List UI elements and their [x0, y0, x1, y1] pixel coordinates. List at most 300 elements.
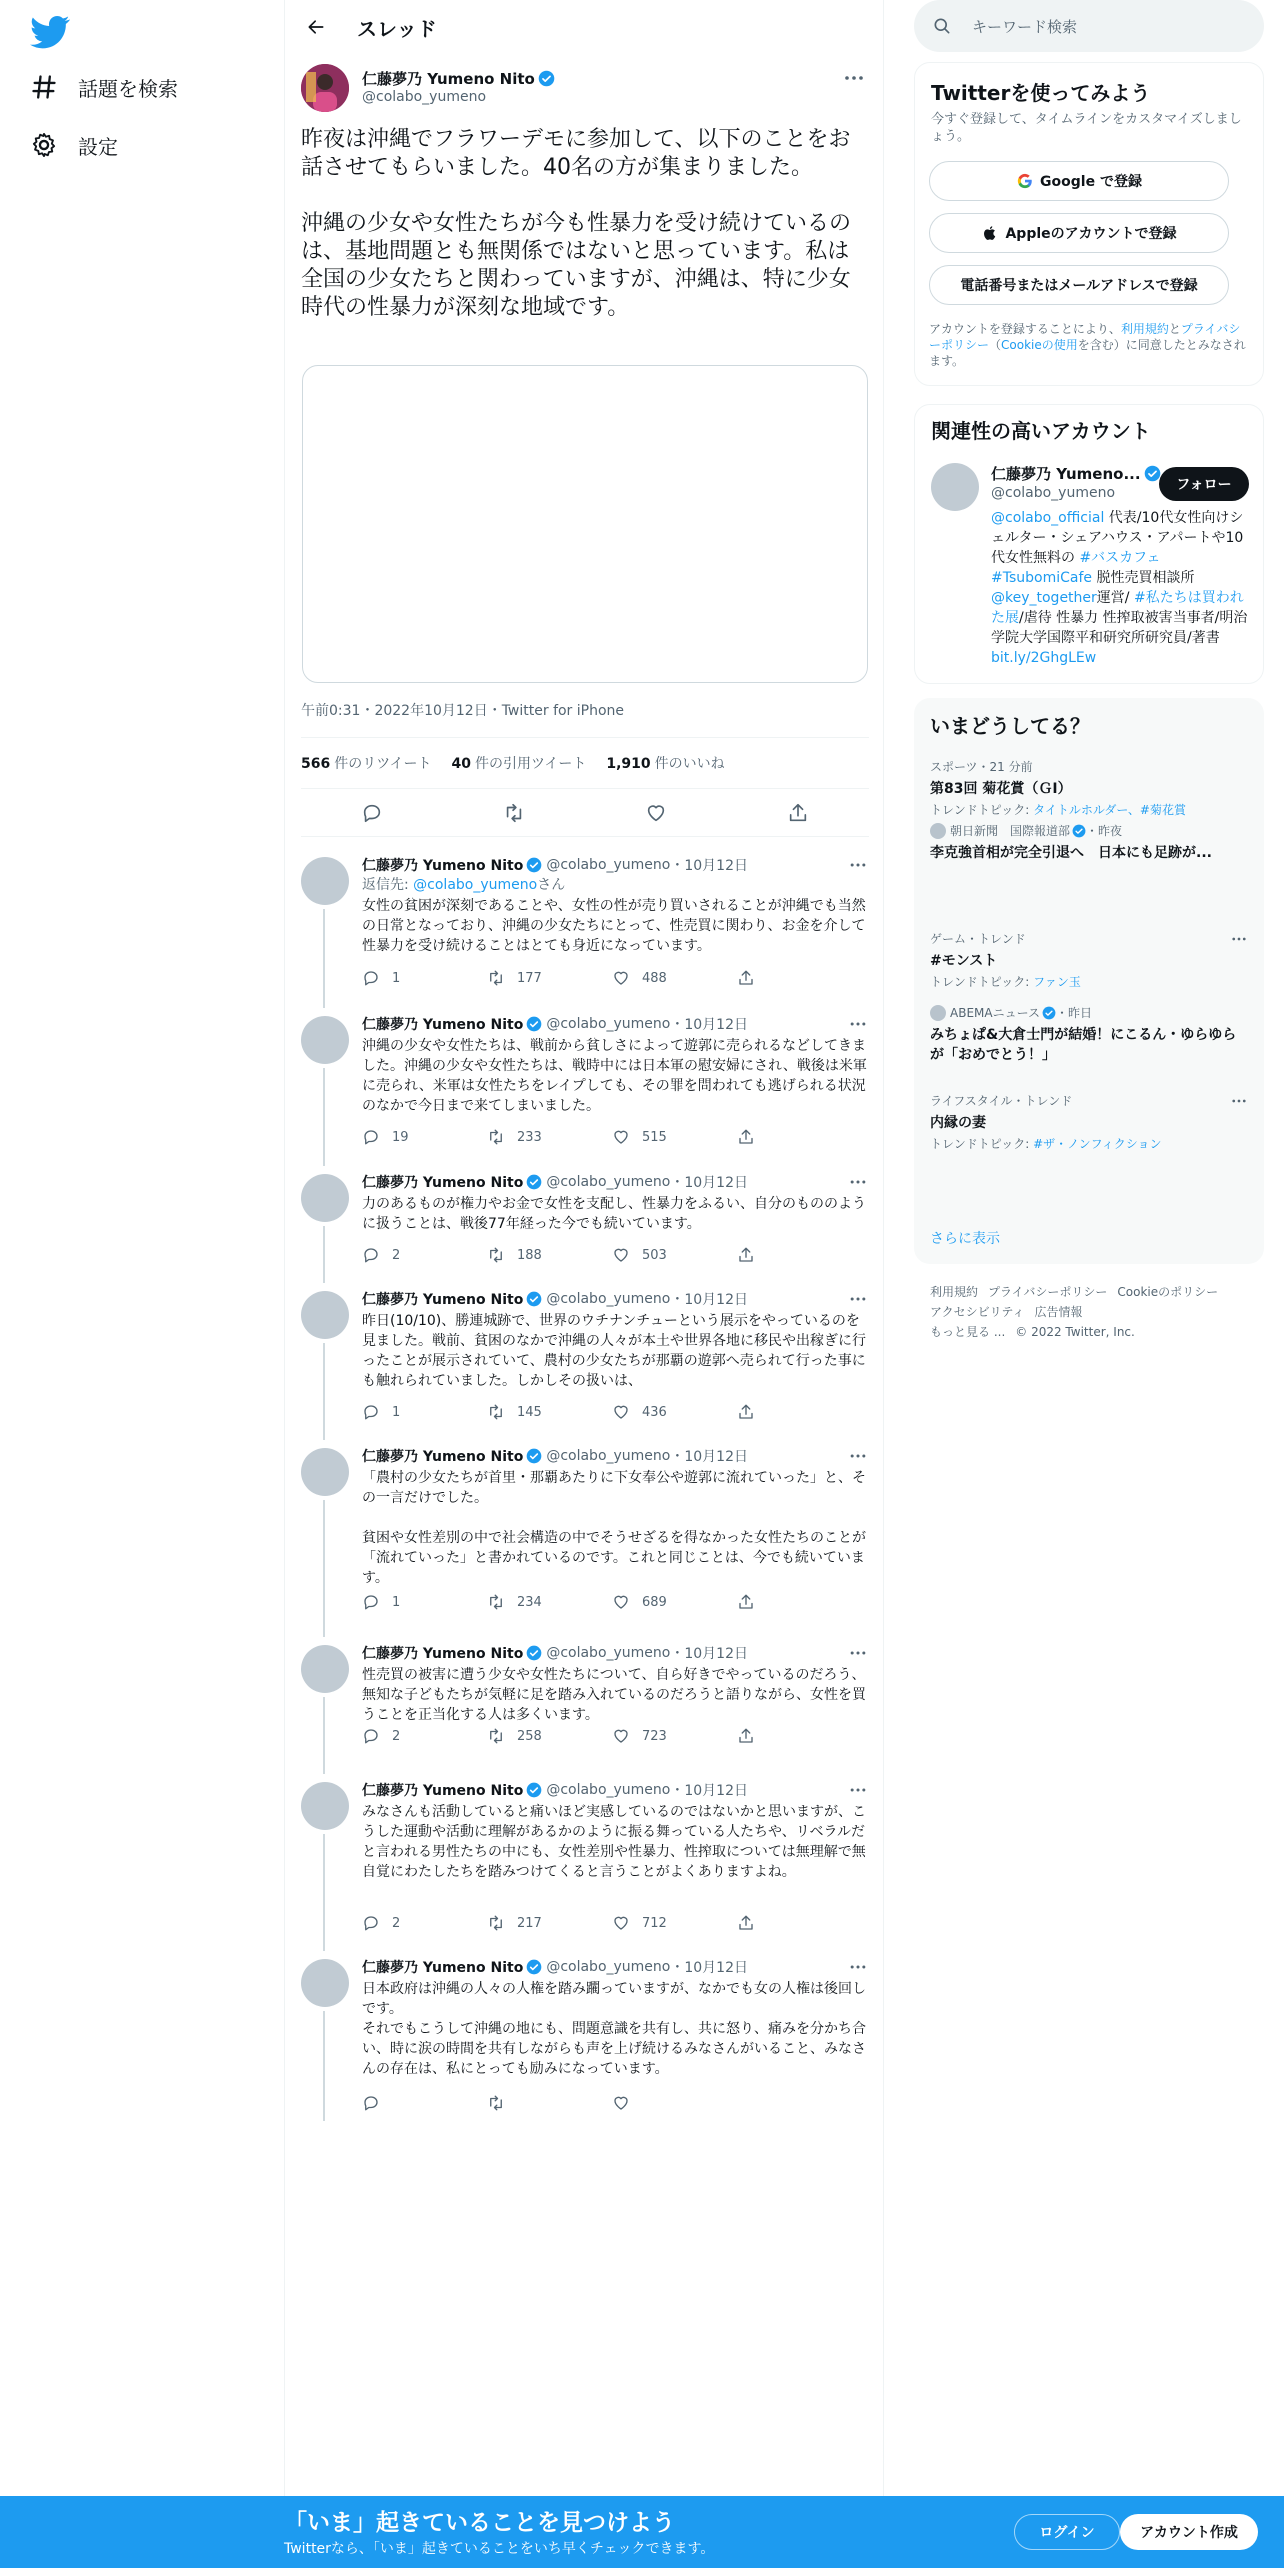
gear-icon — [30, 131, 58, 159]
retweet-count: 188 — [517, 1247, 542, 1263]
reply-count: 19 — [392, 1129, 409, 1145]
like-icon — [612, 1403, 630, 1421]
reply-tweet[interactable] — [285, 1279, 885, 1436]
avatar[interactable] — [301, 1782, 349, 1830]
trend-title: #モンスト — [930, 953, 998, 969]
verified-badge-icon — [526, 1782, 542, 1798]
author-name[interactable]: 仁藤夢乃 Yumeno Nito — [362, 1017, 524, 1033]
reply-button[interactable] — [362, 1593, 487, 1611]
verified-badge-icon — [1072, 824, 1086, 838]
likes-stat[interactable] — [606, 753, 724, 773]
retweet-button[interactable] — [487, 1914, 612, 1932]
reply-date[interactable]: ・10月12日 — [670, 1175, 748, 1191]
quotes-label: 件の引用ツイート — [475, 756, 587, 772]
reply-tweet[interactable] — [285, 1004, 885, 1162]
likes-count: 1,910 — [606, 756, 651, 772]
verified-badge-icon — [526, 1016, 542, 1032]
avatar[interactable] — [301, 1291, 349, 1339]
twitter-logo-icon[interactable] — [30, 12, 70, 52]
reply-text: 「農村の少女たちが首里・那覇あたりに下女奉公や遊郭に流れていった」と、その一言だけでした。 貧困や女性差別の中で社会構造の中でそうせざるを得なかった女性たちのことが「流れていった」と書かれているのです。これと同じことは、今でも続いています。 — [362, 1470, 866, 1586]
more-icon[interactable] — [848, 855, 868, 875]
reply-text: 性売買の被害に遭う少女や女性たちについて、自ら好きでやっているのだろう、無知な子どもたちが気軽に足を踏み入れているのだろうと語りながら、女性を買うことを正当化する人は多くいます。 — [362, 1667, 866, 1723]
tweet-stats — [301, 737, 869, 789]
reply-button[interactable] — [362, 2094, 487, 2112]
like-count: 712 — [642, 1915, 667, 1931]
like-icon — [612, 1593, 630, 1611]
share-icon[interactable] — [787, 802, 809, 824]
reply-date[interactable]: ・10月12日 — [670, 1646, 748, 1662]
like-button[interactable] — [612, 1128, 737, 1146]
thread-column — [284, 0, 884, 2568]
like-count: 689 — [642, 1594, 667, 1610]
verified-badge-icon — [526, 857, 542, 873]
trend-context — [930, 758, 1248, 775]
retweet-button[interactable] — [487, 1128, 612, 1146]
reply-count: 1 — [392, 1404, 401, 1420]
like-count: 515 — [642, 1129, 667, 1145]
trend-topic-link[interactable]: #ザ・ノンフィクション — [1033, 1137, 1162, 1151]
related-name-text: 仁藤夢乃 Yumeno... — [991, 465, 1141, 483]
share-button[interactable] — [737, 1403, 862, 1421]
like-icon — [612, 1246, 630, 1264]
like-button[interactable] — [612, 2094, 737, 2112]
trends-title: いまどうしてる？ — [930, 714, 1090, 738]
reply-text: みなさんも活動していると痛いほど実感しているのではないかと思いますが、こうした運動や活動に理解があるかのように振る舞っている人たちや、リベラルだと言われる男性たちの中にも、女性差別や性暴力、性搾取については無理解で無自覚にわたしたちを踏みつけてくると言うことがよくありますよね。 — [362, 1804, 866, 1880]
like-button[interactable] — [612, 969, 737, 987]
reply-count: 2 — [392, 1728, 401, 1744]
reply-tweet[interactable] — [285, 1436, 885, 1633]
more-icon[interactable] — [848, 1014, 868, 1034]
retweet-button[interactable] — [487, 1593, 612, 1611]
signup-subtitle: 今すぐ登録して、タイムラインをカスタマイズしましょう。 — [931, 112, 1242, 144]
search-icon — [932, 16, 952, 36]
retweets-count: 566 — [301, 756, 331, 772]
more-icon[interactable] — [842, 66, 866, 90]
thread-line — [323, 1834, 325, 1951]
tweet-actions — [301, 789, 869, 837]
reply-header — [362, 1780, 748, 1800]
more-icon[interactable] — [848, 1446, 868, 1466]
trend-title: 第83回 菊花賞（ＧⅠ） — [930, 781, 1072, 797]
bio-link[interactable]: @colabo_official — [991, 510, 1105, 526]
retweet-count: 145 — [517, 1404, 542, 1420]
retweet-button[interactable] — [487, 2094, 612, 2112]
like-button[interactable] — [612, 1403, 737, 1421]
trend-context — [930, 1004, 1248, 1021]
reply-date[interactable]: ・10月12日 — [670, 1292, 748, 1308]
trends-card — [914, 698, 1264, 1264]
reply-to — [362, 875, 867, 895]
reply-date[interactable]: ・10月12日 — [670, 1783, 748, 1799]
footer-link[interactable]: プライバシーポリシー — [988, 1285, 1108, 1299]
reply-actions — [362, 1592, 862, 1612]
like-button[interactable] — [612, 1914, 737, 1932]
legal-text: アカウントを登録することにより、 — [929, 322, 1121, 336]
verified-badge-icon — [1144, 465, 1161, 482]
reply-text: 力のあるものが権力やお金で女性を支配し、性暴力をふるい、自分のもののように扱うことは、戦後77年経った今でも続いています。 — [362, 1196, 866, 1232]
verified-badge-icon — [526, 1645, 542, 1661]
bio-link[interactable]: #TsubomiCafe — [991, 570, 1093, 586]
like-count: 488 — [642, 970, 667, 986]
share-icon — [737, 1914, 755, 1932]
related-title: 関連性の高いアカウント — [931, 419, 1151, 443]
reply-tweet[interactable] — [285, 1633, 885, 1770]
author-handle[interactable]: @colabo_yumeno — [362, 89, 487, 105]
author-name[interactable]: 仁藤夢乃 Yumeno Nito — [362, 1175, 524, 1191]
reply-header — [362, 1014, 748, 1034]
share-button[interactable] — [737, 1727, 862, 1745]
reply-header — [362, 1446, 748, 1466]
trend-topics-prefix: トレンドトピック: — [930, 1137, 1034, 1151]
bio-text: 運営/ — [1096, 590, 1134, 606]
reply-to-suffix: さん — [537, 877, 566, 893]
retweets-stat[interactable] — [301, 753, 432, 773]
back-button[interactable] — [299, 10, 333, 44]
trend-context-text: スポーツ・21 分前 — [930, 760, 1033, 774]
retweet-icon[interactable] — [503, 802, 525, 824]
like-icon — [612, 2094, 630, 2112]
share-icon — [737, 1403, 755, 1421]
likes-label: 件のいいね — [654, 756, 725, 772]
reply-text: 沖縄の少女や女性たちは、戦前から貧しさによって遊郭に売られるなどしてきました。沖縄の少女や女性たちは、戦時中には日本軍の慰安婦にされ、戦後は米軍に売られ、米軍は女性たちをレイプしても、その罪を問われても逃げられる状況のなかで今日まで来てしまいました。 — [362, 1038, 867, 1114]
avatar[interactable] — [301, 64, 349, 112]
share-icon — [737, 1727, 755, 1745]
nav-explore-label: 話題を検索 — [78, 76, 178, 101]
trend-topics — [930, 1136, 1248, 1152]
like-button[interactable] — [612, 1593, 737, 1611]
reply-tweet[interactable] — [285, 1947, 885, 2117]
reply-icon — [362, 1914, 380, 1932]
author-name[interactable] — [362, 68, 555, 89]
avatar[interactable] — [301, 1448, 349, 1496]
apple-icon — [981, 224, 999, 242]
verified-badge-icon — [526, 1448, 542, 1464]
phone-signup-label: 電話番号またはメールアドレスで登録 — [960, 278, 1198, 294]
retweet-icon — [487, 1403, 505, 1421]
privacy-link[interactable]: プライバシーポリシー — [929, 322, 1241, 352]
retweet-icon — [487, 2094, 505, 2112]
thread-line — [323, 2011, 325, 2121]
thread-line — [323, 1697, 325, 1774]
share-button[interactable] — [737, 969, 862, 987]
google-icon — [1016, 172, 1034, 190]
author-handle[interactable]: @colabo_yumeno — [546, 1782, 671, 1798]
like-count: 503 — [642, 1247, 667, 1263]
author-handle[interactable]: @colabo_yumeno — [546, 1016, 671, 1032]
related-handle[interactable]: @colabo_yumeno — [991, 485, 1116, 501]
left-nav — [0, 0, 284, 2568]
reply-header — [362, 1957, 748, 1977]
reply-text: 昨日(10/10)、勝連城跡で、世界のウチナンチューという展示をやっているのを見ました。戦前、貧困のなかで沖縄の人々が本土や世界各地に移民や出稼ぎに行ったことが展示されていて、農村の少女たちが那覇の遊郭へ売られて行った事にも触れられていました。しかしその扱いは、 — [362, 1313, 866, 1389]
trend-item[interactable] — [930, 930, 1248, 990]
more-icon[interactable] — [848, 1172, 868, 1192]
reply-date[interactable]: ・10月12日 — [670, 1017, 748, 1033]
like-icon[interactable] — [645, 802, 667, 824]
retweet-icon — [487, 1128, 505, 1146]
thread-line — [323, 1500, 325, 1637]
reply-actions — [362, 1726, 862, 1746]
author-name[interactable]: 仁藤夢乃 Yumeno Nito — [362, 1960, 524, 1976]
reply-icon — [362, 2094, 380, 2112]
quotes-stat[interactable] — [452, 753, 587, 773]
banner-subtitle: Twitterなら、「いま」起きていることをいち早くチェックできます。 — [284, 2541, 715, 2557]
trend-title: 李克強首相が完全引退へ 日本にも足跡が... — [930, 845, 1212, 861]
trend-topic-link[interactable]: タイトルホルダー、#菊花賞 — [1033, 803, 1186, 817]
retweet-icon — [487, 1246, 505, 1264]
reply-header — [362, 1643, 748, 1663]
trend-topics — [930, 802, 1248, 818]
retweet-button[interactable] — [487, 1403, 612, 1421]
signup-banner — [0, 2496, 1284, 2568]
like-button[interactable] — [612, 1727, 737, 1745]
login-button[interactable]: ログイン — [1014, 2514, 1120, 2550]
author-name[interactable]: 仁藤夢乃 Yumeno Nito — [362, 1783, 524, 1799]
avatar[interactable] — [301, 857, 349, 905]
reply-count: 2 — [392, 1915, 401, 1931]
trend-context-text: ゲーム・トレンド — [930, 932, 1026, 946]
share-icon — [737, 1593, 755, 1611]
reply-button[interactable] — [362, 969, 487, 987]
terms-link[interactable]: 利用規約 — [1120, 322, 1169, 336]
retweet-icon — [487, 969, 505, 987]
reply-button[interactable] — [362, 1403, 487, 1421]
related-accounts-card — [914, 404, 1264, 684]
nav-explore[interactable] — [30, 62, 178, 112]
nav-settings[interactable] — [30, 120, 118, 170]
trend-time: ・昨夜 — [1086, 824, 1123, 838]
trend-item[interactable] — [930, 822, 1248, 863]
apple-signup-label: Appleのアカウントで登録 — [1005, 226, 1177, 242]
hashtag-icon — [30, 73, 58, 101]
avatar[interactable] — [301, 1016, 349, 1064]
author-handle[interactable]: @colabo_yumeno — [546, 1291, 671, 1307]
signup-title: Twitterを使ってみよう — [931, 81, 1151, 105]
reply-text: 女性の貧困が深刻であることや、女性の性が売り買いされることが沖縄でも当然の日常となっており、沖縄の少女たちにとって、性売買に関わり、お金を介して性暴力を受け続けることはとても身近になっています。 — [362, 898, 866, 954]
related-name[interactable] — [991, 463, 1161, 484]
trend-item[interactable] — [930, 758, 1248, 818]
reply-text: 日本政府は沖縄の人々の人権を踏み躙っていますが、なかでも女の人権は後回しです。 それでもこうして沖縄の地にも、問題意識を共有し、共に怒り、痛みを分かち合い、時に涙の時間を共有しながらも声を上げ続けるみなさんがいること、みなさんの存在は、私にとっても励みになっています。 — [362, 1981, 866, 2077]
avatar[interactable] — [301, 1959, 349, 2007]
quotes-count: 40 — [451, 756, 472, 772]
trend-context-text: 朝日新聞 国際報道部 — [950, 824, 1071, 838]
reply-header — [362, 1172, 748, 1192]
verified-badge-icon — [538, 70, 555, 87]
bio-link[interactable]: bit.ly/2GhgLEw — [991, 650, 1097, 666]
google-signup-button[interactable] — [929, 161, 1229, 201]
footer-links — [930, 1282, 1260, 1342]
more-icon[interactable] — [1230, 1092, 1248, 1110]
signup-legal — [929, 321, 1249, 369]
reply-icon — [362, 1403, 380, 1421]
banner-title: 「いま」起きていることを見つけよう — [284, 2510, 675, 2536]
retweet-count: 258 — [517, 1728, 542, 1744]
retweets-label: 件のリツイート — [334, 756, 432, 772]
retweet-count: 234 — [517, 1594, 542, 1610]
more-icon[interactable] — [1230, 930, 1248, 948]
reply-tweet[interactable] — [285, 1162, 885, 1279]
legal-text: を含む）に同意したとみなされます。 — [929, 338, 1246, 368]
trend-context — [930, 1092, 1248, 1109]
trend-topics-prefix: トレンドトピック: — [930, 803, 1034, 817]
share-button[interactable] — [737, 1593, 862, 1611]
author-handle[interactable]: @colabo_yumeno — [546, 1448, 671, 1464]
reply-header — [362, 855, 748, 875]
thread-line — [323, 909, 325, 1008]
retweet-button[interactable] — [487, 969, 612, 987]
footer-link[interactable]: アクセシビリティ — [930, 1305, 1025, 1319]
retweet-icon — [487, 1727, 505, 1745]
reply-count: 1 — [392, 970, 401, 986]
trend-title: みちょぱ&大倉士門が結婚！にこるん・ゆらゆらが「おめでとう！」 — [930, 1027, 1237, 1063]
author-name[interactable]: 仁藤夢乃 Yumeno Nito — [362, 1449, 524, 1465]
avatar — [930, 823, 946, 839]
verified-badge-icon — [1042, 1006, 1056, 1020]
reply-actions — [362, 1402, 862, 1422]
nav-settings-label: 設定 — [78, 134, 118, 159]
retweet-icon — [487, 1914, 505, 1932]
author-name[interactable]: 仁藤夢乃 Yumeno Nito — [362, 1292, 524, 1308]
reply-to-handle[interactable]: @colabo_yumeno — [413, 877, 538, 893]
bio-text: 代表/10代女性向けシェルター・シェアハウス・アパートや10代女性無料の — [991, 510, 1244, 566]
tweet-text: 昨夜は沖縄でフラワーデモに参加して、以下のことをお話させてもらいました。40名の方が集まりました。 沖縄の少女や女性たちが今も性暴力を受け続けているのは、基地問題とも無関係ではないと思っています。私は全国の少女たちと関わっていますが、沖縄は、特に少女時代の性暴力が深刻な地域です。 — [301, 127, 852, 320]
follow-button[interactable]: フォロー — [1159, 467, 1249, 501]
trend-context-text: ライフスタイル・トレンド — [930, 1094, 1073, 1108]
back-arrow-icon — [306, 17, 326, 37]
author-name[interactable]: 仁藤夢乃 Yumeno Nito — [362, 858, 524, 874]
bio-link[interactable]: #バスカフェ — [1079, 550, 1161, 566]
avatar[interactable] — [301, 1645, 349, 1693]
reply-actions — [362, 1913, 862, 1933]
reply-actions — [362, 1127, 862, 1147]
share-button[interactable] — [737, 1246, 862, 1264]
reply-icon — [362, 1593, 380, 1611]
bio-link[interactable]: @key_together — [991, 590, 1097, 606]
more-icon[interactable] — [848, 1643, 868, 1663]
author-handle[interactable]: @colabo_yumeno — [546, 1645, 671, 1661]
phone-signup-button[interactable] — [929, 265, 1229, 305]
retweet-button[interactable] — [487, 1246, 612, 1264]
footer-link[interactable]: 利用規約 — [930, 1285, 979, 1299]
share-icon — [737, 969, 755, 987]
avatar — [930, 1005, 946, 1021]
reply-count: 2 — [392, 1247, 401, 1263]
thread-line — [323, 1068, 325, 1166]
like-button[interactable] — [612, 1246, 737, 1264]
share-button[interactable] — [737, 1128, 862, 1146]
bio-text: 脱性売買相談所 — [1092, 570, 1195, 586]
reply-icon — [362, 969, 380, 987]
reply-icon[interactable] — [361, 802, 383, 824]
share-icon — [737, 1246, 755, 1264]
cookie-link[interactable]: Cookieの使用 — [1001, 338, 1078, 352]
search-box[interactable] — [914, 0, 1264, 52]
retweet-icon — [487, 1593, 505, 1611]
thread-header — [285, 0, 885, 54]
trend-topics — [930, 974, 1248, 990]
reply-count: 1 — [392, 1594, 401, 1610]
trend-title: 内縁の妻 — [930, 1115, 986, 1131]
more-icon[interactable] — [848, 1957, 868, 1977]
reply-actions — [362, 2093, 737, 2113]
like-count: 723 — [642, 1728, 667, 1744]
bio-link[interactable]: #私たちは買われた展 — [991, 590, 1244, 626]
page-title: スレッド — [357, 16, 437, 41]
avatar[interactable] — [931, 463, 979, 511]
media-card[interactable] — [302, 365, 868, 683]
share-icon — [737, 1128, 755, 1146]
reply-button[interactable] — [362, 1727, 487, 1745]
reply-button[interactable] — [362, 1246, 487, 1264]
reply-header — [362, 1289, 748, 1309]
reply-to-prefix: 返信先: — [362, 877, 414, 893]
footer-link[interactable]: Cookieのポリシー — [1117, 1285, 1219, 1299]
bio-text: /虐待 性暴力 性搾取被害当事者/明治学院大学国際平和研究所研究員/著書 — [991, 610, 1248, 646]
like-icon — [612, 969, 630, 987]
reply-date[interactable]: ・10月12日 — [670, 858, 748, 874]
verified-badge-icon — [526, 1959, 542, 1975]
author-name-text: 仁藤夢乃 Yumeno Nito — [362, 70, 535, 88]
trend-context — [930, 930, 1248, 947]
like-icon — [612, 1727, 630, 1745]
share-button[interactable] — [737, 1914, 862, 1932]
retweet-button[interactable] — [487, 1727, 612, 1745]
like-icon — [612, 1914, 630, 1932]
show-more-link[interactable]: さらに表示 — [930, 1231, 1000, 1247]
thread-line — [323, 1226, 325, 1283]
reply-tweet[interactable] — [285, 845, 885, 1004]
reply-date[interactable]: ・10月12日 — [670, 1960, 748, 1976]
retweet-count: 217 — [517, 1915, 542, 1931]
search-placeholder: キーワード検索 — [972, 17, 1078, 36]
reply-tweet[interactable] — [285, 1770, 885, 1947]
retweet-count: 177 — [517, 970, 542, 986]
reply-icon — [362, 1246, 380, 1264]
footer-link: © 2022 Twitter, Inc. — [1015, 1325, 1135, 1339]
tweet-timestamp[interactable]: 午前0:31・2022年10月12日・Twitter for iPhone — [301, 703, 625, 719]
trend-topic-link[interactable]: ファン玉 — [1033, 975, 1081, 989]
reply-actions — [362, 968, 862, 988]
more-icon[interactable] — [848, 1780, 868, 1800]
trend-item[interactable] — [930, 1092, 1248, 1152]
signup-card — [914, 62, 1264, 386]
author-handle[interactable]: @colabo_yumeno — [546, 857, 671, 873]
author-handle[interactable]: @colabo_yumeno — [546, 1174, 671, 1190]
trend-time: ・昨日 — [1056, 1006, 1093, 1020]
footer-link[interactable]: もっと見る ... — [930, 1325, 1006, 1339]
reply-button[interactable] — [362, 1128, 487, 1146]
verified-badge-icon — [526, 1291, 542, 1307]
legal-text: と — [1168, 322, 1181, 336]
verified-badge-icon — [526, 1174, 542, 1190]
avatar[interactable] — [301, 1174, 349, 1222]
author-handle[interactable]: @colabo_yumeno — [546, 1959, 671, 1975]
author-name[interactable]: 仁藤夢乃 Yumeno Nito — [362, 1646, 524, 1662]
trend-item[interactable] — [930, 1004, 1248, 1065]
reply-icon — [362, 1727, 380, 1745]
more-icon[interactable] — [848, 1289, 868, 1309]
like-icon — [612, 1128, 630, 1146]
trend-context-text: ABEMAニュース — [950, 1006, 1040, 1020]
retweet-count: 233 — [517, 1129, 542, 1145]
reply-button[interactable] — [362, 1914, 487, 1932]
apple-signup-button[interactable] — [929, 213, 1229, 253]
signup-button[interactable]: アカウント作成 — [1120, 2514, 1258, 2550]
thread-line — [323, 1343, 325, 1440]
trend-topics-prefix: トレンドトピック: — [930, 975, 1034, 989]
reply-date[interactable]: ・10月12日 — [670, 1449, 748, 1465]
footer-link[interactable]: 広告情報 — [1034, 1305, 1083, 1319]
trend-context — [930, 822, 1248, 839]
